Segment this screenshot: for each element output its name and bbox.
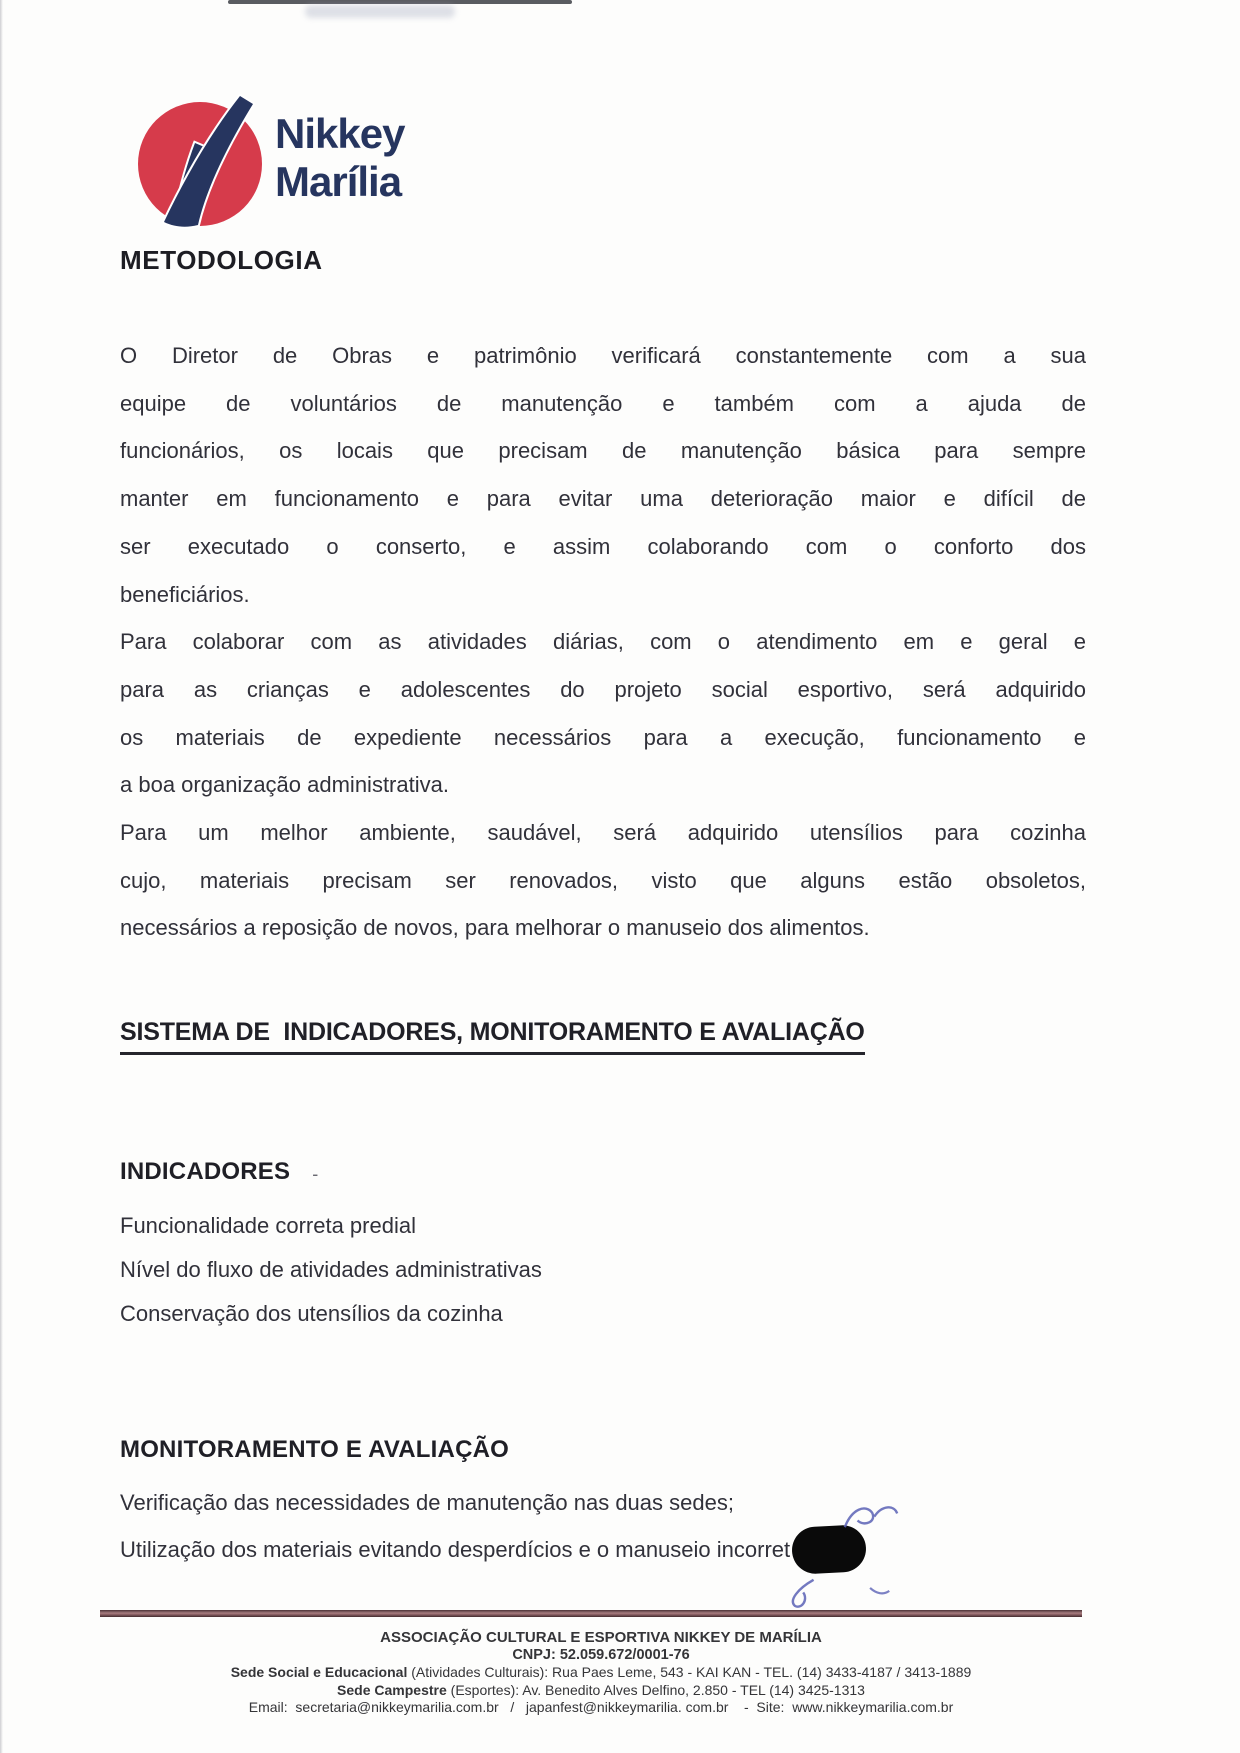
scan-artifact-bar [228,0,572,4]
page-title: METODOLOGIA [120,245,323,275]
paragraph-line: ser executado o conserto, e assim colaborando com o conforto dos [120,533,1086,559]
footer-divider-rule [100,1610,1082,1617]
section-indicadores [120,1158,1086,1336]
indicadores-heading: INDICADORES [120,1158,291,1185]
body-text [120,332,1086,952]
footer-sede-campestre-rest: (Esportes): Av. Benedito Alves Delfino, 2.850 - TEL (14) 3425-1313 [446,1681,865,1698]
monitoramento-list [120,1480,1130,1573]
paragraph-line: beneficiários. [120,581,250,607]
paragraph-line: a boa organização administrativa. [120,772,449,798]
paragraph-line: O Diretor de Obras e patrimônio verificará constantemente com a sua [120,343,1086,368]
paragraph-line: equipe de voluntários de manutenção e também com a ajuda de [120,390,1086,416]
monitoring-item: Verificação das necessidades de manutenção nas duas sedes; [120,1490,734,1515]
monitoramento-heading: MONITORAMENTO E AVALIAÇÃO [120,1436,509,1463]
nikkey-marilia-logo [128,92,438,232]
paragraph-line: os materiais de expediente necessários para a execução, funcionamento e [120,724,1086,750]
footer-sede-social-rest: (Atividades Culturais): Rua Paes Leme, 543 - KAI KAN - TEL. (14) 3433-4187 / 3413-1889 [407,1664,972,1680]
scan-artifact-smudge [305,5,455,18]
logo-wordmark-line1: Nikkey [275,110,405,157]
section-monitoramento [120,1436,1130,1573]
footer-sede-social-line [108,1664,1094,1682]
footer-sede-campestre-label: Sede Campestre [337,1681,447,1698]
footer-cnpj: CNPJ: 52.059.672/0001-76 [512,1647,690,1663]
monitoring-item [120,1526,1130,1573]
footer-org-name: ASSOCIAÇÃO CULTURAL E ESPORTIVA NIKKEY DE MARÍLIA [380,1629,822,1646]
logo-wordmark-line2: Marília [275,158,402,205]
footer-sede-campestre-line [108,1682,1094,1700]
footer-contacts-line: Email: secretaria@nikkeymarilia.com.br / japanfest@nikkeymarilia. com.br - Site: www.nikkeymarilia.com.br [248,1699,954,1715]
section-heading-sistema: SISTEMA DE INDICADORES, MONITORAMENTO E AVALIAÇÃO [120,1018,865,1055]
indicator-item: Conservação dos utensílios da cozinha [120,1301,503,1326]
paragraph-line: Para colaborar com as atividades diárias, com o atendimento em e geral e [120,629,1086,655]
paragraph-line: manter em funcionamento e para evitar uma deterioração maior e difícil de [120,486,1086,512]
indicator-item: Nível do fluxo de atividades administrativas [120,1257,542,1282]
footer [108,1629,1094,1717]
indicadores-list [120,1204,1086,1336]
footer-sede-social-label: Sede Social e Educacional [230,1664,408,1680]
stray-dash-mark: - [312,1163,319,1184]
redaction-blob [791,1524,867,1575]
pen-scribble-marks [735,1490,911,1611]
logo-graphic [128,92,438,232]
paragraph-line: Para um melhor ambiente, saudável, será adquirido utensílios para cozinha [120,820,1086,846]
paragraph-line: cujo, materiais precisam ser renovados, visto que alguns estão obsoletos, [120,867,1086,893]
monitoring-item-text: Utilização dos materiais evitando desperdícios e o manuseio incorret [120,1536,791,1562]
paragraph-line: funcionários, os locais que precisam de manutenção básica para sempre [120,438,1086,464]
indicator-item: Funcionalidade correta predial [120,1213,416,1238]
paragraph-line: necessários a reposição de novos, para melhorar o manuseio dos alimentos. [120,915,870,941]
scan-edge-shade [0,0,3,1753]
paragraph-line: para as crianças e adolescentes do projeto social esportivo, será adquirido [120,676,1086,702]
